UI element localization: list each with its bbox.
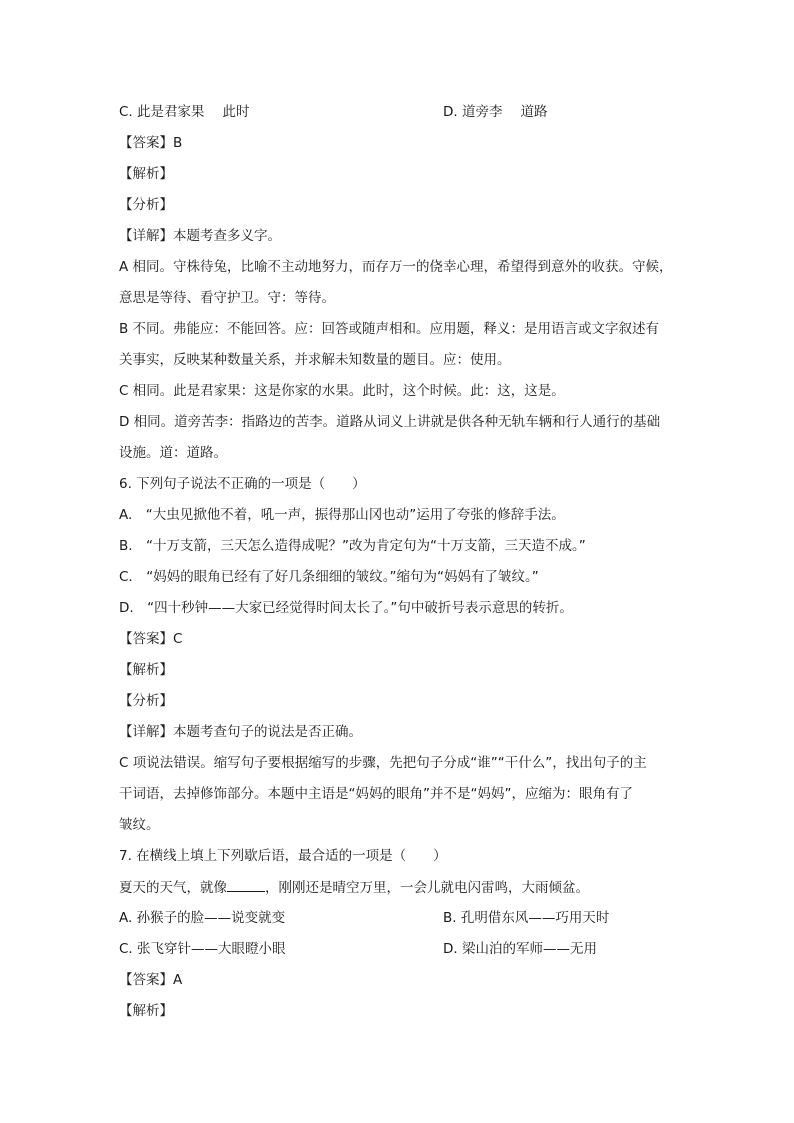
q5-detail-a-line1: A 相同。守株待兔，比喻不主动地努力，而存万一的侥幸心理，希望得到意外的收获。守候， [119, 259, 673, 275]
q5-option-c-part2: 此时 [222, 104, 250, 120]
q7-fill-blank [227, 877, 265, 892]
q6-detail-intro: 【详解】本题考查句子的说法是否正确。 [119, 724, 362, 740]
q5-jiexi-heading: 【解析】 [119, 166, 173, 182]
q7-answer: 【答案】A [119, 972, 183, 988]
q5-detail-a-line2: 意思是等待、看守护卫。守：等待。 [119, 290, 335, 306]
q7-stem: 7. 在横线上填上下列歇后语，最合适的一项是（ ） [119, 848, 447, 864]
q7-option-a: A. 孙猴子的脸——说变就变 [119, 910, 286, 926]
q6-fenxi-heading: 【分析】 [119, 693, 173, 709]
q6-detail-c-line3: 皱纹。 [119, 817, 160, 833]
q7-option-b: B. 孔明借东风——巧用天时 [443, 910, 610, 926]
q6-stem: 6. 下列句子说法不正确的一项是（ ） [119, 476, 366, 492]
q5-option-d [443, 102, 547, 122]
q5-detail-d-line1: D 相同。道旁苦李：指路边的苦李。道路从词义上讲就是供各种无轨车辆和行人通行的基础 [119, 414, 661, 430]
q6-answer: 【答案】C [119, 631, 183, 647]
q5-detail-b-line1: B 不同。弗能应：不能回答。应：回答或随声相和。应用题，释义：是用语言或文字叙述有 [119, 321, 660, 337]
q5-detail-intro: 【详解】本题考查多义字。 [119, 228, 281, 244]
q6-option-c: C. “妈妈的眼角已经有了好几条细细的皱纹。”缩句为“妈妈有了皱纹。” [119, 569, 539, 585]
q5-option-c [119, 102, 694, 122]
q6-option-d: D. “四十秒钟——大家已经觉得时间太长了。”句中破折号表示意思的转折。 [119, 600, 573, 616]
q7-sentence-part2: ，刚刚还是晴空万里，一会儿就电闪雷鸣，大雨倾盆。 [265, 880, 589, 896]
q6-detail-c-line1: C 项说法错误。缩写句子要根据缩写的步骤，先把句子分成“谁”“干什么”，找出句子的主 [119, 755, 647, 771]
q6-detail-c-line2: 干词语，去掉修饰部分。本题中主语是“妈妈的眼角”并不是“妈妈”，应缩为：眼角有了 [119, 786, 633, 802]
q7-option-d: D. 梁山泊的军师——无用 [443, 941, 597, 957]
q7-option-c: C. 张飞穿针——大眼瞪小眼 [119, 941, 286, 957]
q5-detail-b-line2: 关事实，反映某种数量关系，并求解未知数量的题目。应：使用。 [119, 352, 511, 368]
q5-detail-d-line2: 设施。道：道路。 [119, 445, 227, 461]
q5-option-d-part2: 道路 [520, 104, 548, 120]
q6-option-b: B. “十万支箭，三天怎么造得成呢？”改为肯定句为“十万支箭，三天造不成。” [119, 538, 586, 554]
q7-sentence [119, 877, 694, 898]
q5-option-c-part1: C. 此是君家果 [119, 104, 205, 120]
q5-detail-c-line1: C 相同。此是君家果：这是你家的水果。此时，这个时候。此：这，这是。 [119, 383, 565, 399]
q5-answer: 【答案】B [119, 135, 183, 151]
q6-jiexi-heading: 【解析】 [119, 662, 173, 678]
q5-option-d-part1: D. 道旁李 [443, 104, 503, 120]
q5-fenxi-heading: 【分析】 [119, 197, 173, 213]
q7-sentence-part1: 夏天的天气，就像 [119, 880, 227, 896]
q7-jiexi-heading: 【解析】 [119, 1003, 173, 1019]
q6-option-a: A. “大虫见掀他不着，吼一声，振得那山冈也动”运用了夸张的修辞手法。 [119, 507, 565, 523]
